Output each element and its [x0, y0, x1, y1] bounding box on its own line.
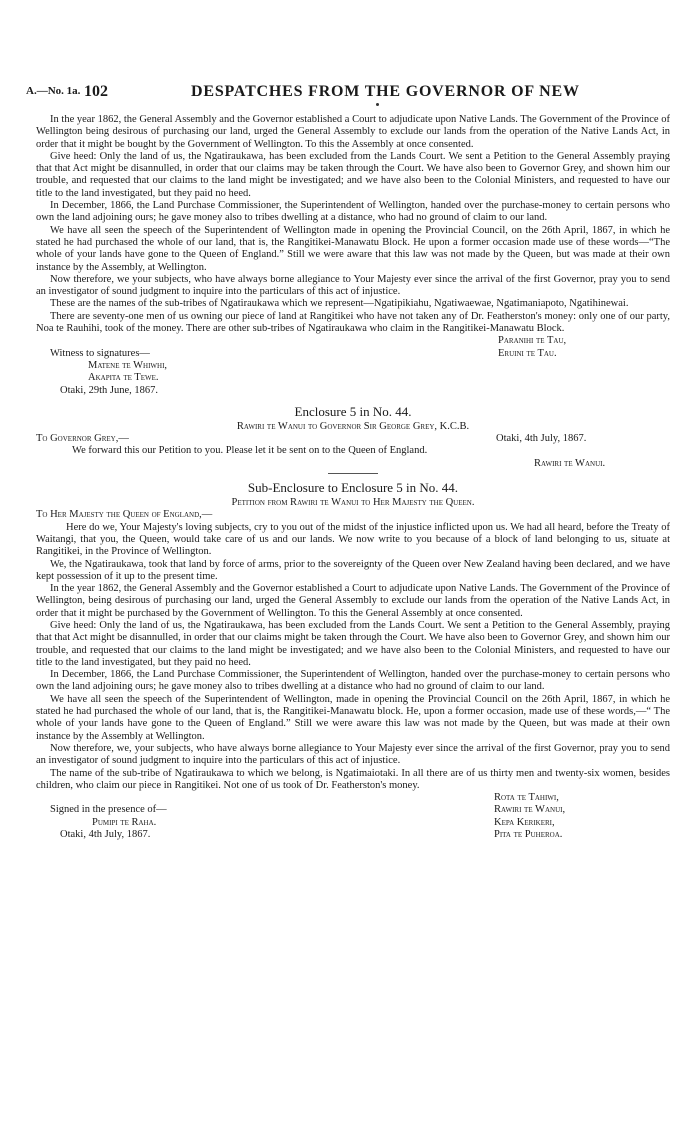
paragraph: In December, 1866, the Land Purchase Commissioner, the Superintendent of Wellington, handed over the purchase-money to certain persons who own the land adjoining ours; he gave money also to tribes dwelling at a distance, who had no ground of claim to our land.: [36, 200, 670, 224]
paragraph: In the year 1862, the General Assembly and the Governor established a Court to adjudicate upon Native Lands. The Government of the Province of Wellington, being desirous of purchasing our land, urged the General Assembly to exclude our lands from the operation of the Native Lands Act, in order that it might be purchased by the Government of Wellington. To this the General Assembly at once consented.: [36, 583, 670, 619]
enclosure-title: Enclosure 5 in No. 44.: [294, 403, 412, 419]
presence-label: Signed in the presence of—: [50, 804, 167, 816]
paragraph: Give heed: Only the land of us, the Ngatiraukawa, has been excluded from the Lands Court. We sent a Petition to the General Assembly praying that that Act might be disannulled, in order that our claims may be taken through the Court. We have also been to Governor Grey, and shown him our trouble, and requested that our claims to the land might be investigated; and we have also been to the Colonial Ministers, and requested to have our title to the land investigated, but they paid no heed.: [36, 150, 670, 199]
enclosure-subtitle: Rawiri te Wanui to Governor Sir George Grey, K.C.B.: [236, 420, 470, 432]
signature-line: [36, 458, 670, 470]
paragraph: We forward this our Petition to you. Please let it be sent on to the Queen of England.: [72, 445, 428, 457]
witness-name: Akapita te Tewe.: [88, 372, 159, 384]
place-date: Otaki, 29th June, 1867.: [60, 384, 158, 396]
paragraph: The name of the sub-tribe of Ngatiraukawa to which we belong, is Ngatimaiotaki. In all there are of us thirty men and twenty-six women, besides children, who claim our piece in Rangitikei. Not one of us took of Dr. Featherston's money.: [36, 767, 670, 791]
signature-line: [36, 829, 670, 841]
signatory-name: Pita te Puheroa.: [494, 829, 563, 841]
divider: [328, 473, 378, 474]
signatory-name: Rawiri te Wanui.: [534, 457, 606, 469]
enclosure-section: [36, 404, 670, 474]
paragraph: We have all seen the speech of the Superintendent of Wellington made in opening the Provincial Council, on the 26th April, 1867, in which he stated he had purchased the whole of our land, that is, the Rangitikei-Manawatu Block. He upon a former occasion made use of these words—“The whole of your lands have gone to the Queen of England.” Still we were aware that this law was not made by the Queen, but was made at their own instance by the Assembly, at Wellington.: [36, 224, 670, 273]
petition-section: [36, 114, 670, 397]
paragraph: Now therefore, we, your subjects, who have always borne allegiance to Your Majesty ever since the arrival of the first Governor, pray you to send an investigator of sound judgment to inquire into the particulars of this act of injustice.: [36, 742, 670, 767]
page-header: [0, 83, 700, 103]
signatory-name: Rota te Tahiwi,: [494, 792, 559, 804]
paragraph: Now therefore, we your subjects, who have always borne allegiance to Your Majesty ever since the arrival of the first Governor, pray you to send an investigator of sound judgment to inquire into the particulars of this act of injustice.: [36, 273, 670, 298]
paragraph: We have all seen the speech of the Superintendent of Wellington, made in opening the Provincial Council on the 26th April, 1867, in which he stated he had purchased the whole of our land, that is, the Rangitikei-Manawatu block. He, upon a former occasion, made use of these words,—“ The whole of your lands have gone to the Queen of England.” Still we were aware this law was not made by the Queen, but was made at their own instance by the Assembly at Wellington.: [36, 693, 670, 742]
place-date: Otaki, 4th July, 1867.: [496, 433, 587, 445]
signature-line: [36, 335, 670, 347]
page-number: 102: [84, 83, 108, 100]
enclosure-title: Sub-Enclosure to Enclosure 5 in No. 44.: [247, 480, 459, 496]
paragraph: In December, 1866, the Land Purchase Commissioner, the Superintendent of Wellington, handed over the purchase-money to certain persons who own the land adjoining ours; he gave money also to tribes dwelling at a distance who had no ground of claim to our land.: [36, 669, 670, 693]
signatory-name: Eruini te Tau.: [498, 347, 557, 359]
paragraph: In the year 1862, the General Assembly and the Governor established a Court to adjudicate upon Native Lands. The Government of the Province of Wellington being desirous of purchasing our land, urged the General Assembly to exclude our lands from the operation of the Native Lands Act, in order that it might be bought by the Government of Wellington. To this the Assembly at once consented.: [36, 114, 670, 150]
place-date: Otaki, 4th July, 1867.: [60, 829, 151, 841]
paragraph: Here do we, Your Majesty's loving subjects, cry to you out of the midst of the injustice inflicted upon us. We had all heard, before the Treaty of Waitangi, that you, the Queen, would take care of us and our lands. We now write to you because of a block of land belonging to us, situate at Rangitikei, in the Province of Wellington.: [36, 521, 670, 558]
signature-line: [36, 804, 670, 816]
witness-label: Witness to signatures—: [50, 347, 150, 359]
salutation: To Governor Grey,—: [36, 433, 129, 445]
signature-line: [36, 385, 670, 397]
signature-line: [36, 372, 670, 384]
salutation: To Her Majesty the Queen of England,—: [36, 509, 213, 521]
document-body: [36, 114, 670, 841]
signatory-name: Paranihi te Tau,: [498, 335, 567, 347]
signatory-name: Kepa Kerikeri,: [494, 816, 555, 828]
signature-line: [36, 817, 670, 829]
document-reference: A.—No. 1a.: [26, 85, 81, 97]
signature-line: [36, 348, 670, 360]
witness-name: Pumipi te Raha.: [92, 816, 157, 828]
signatory-name: Rawiri te Wanui,: [494, 804, 566, 816]
paragraph: These are the names of the sub-tribes of Ngatiraukawa which we represent—Ngatipikiahu, Ngatiwaewae, Ngatimaniapoto, Ngatihinewai.: [50, 298, 629, 310]
signature-line: [36, 360, 670, 372]
sub-enclosure-section: [36, 480, 670, 841]
witness-name: Matene te Whiwhi,: [88, 359, 168, 371]
paragraph: There are seventy-one men of us owning our piece of land at Rangitikei who have not taken any of Dr. Featherston's money: only one of our party, Noa te Rauhihi, took of the money. There are other sub-tribes of Ngatiraukawa who claim in the Rangitikei-Manawatu Block.: [36, 310, 670, 335]
paragraph: Give heed: Only the land of us, the Ngatiraukawa, has been excluded from the Lands Court. We sent a Petition to the General Assembly, praying that that Act might be disannulled, in order that our claims might be taken through the Court. We have also been to Governor Grey, and shown him our trouble, and requested that our claims to the land might be investigated; and we have also been to the Colonial Ministers, and requested to have our title to the land investigated, but they paid no heed.: [36, 619, 670, 668]
signature-line: [36, 792, 670, 804]
enclosure-subtitle: Petition from Rawiri te Wanui to Her Majesty the Queen.: [231, 497, 475, 509]
paragraph: We, the Ngatiraukawa, took that land by force of arms, prior to the sovereignty of the Queen over New Zealand having been declared, and we have kept possession of it up to the present time.: [36, 558, 670, 582]
ornament-dot: [376, 103, 379, 106]
running-title: DESPATCHES FROM THE GOVERNOR OF NEW: [191, 83, 580, 100]
salutation-line: [36, 433, 670, 445]
